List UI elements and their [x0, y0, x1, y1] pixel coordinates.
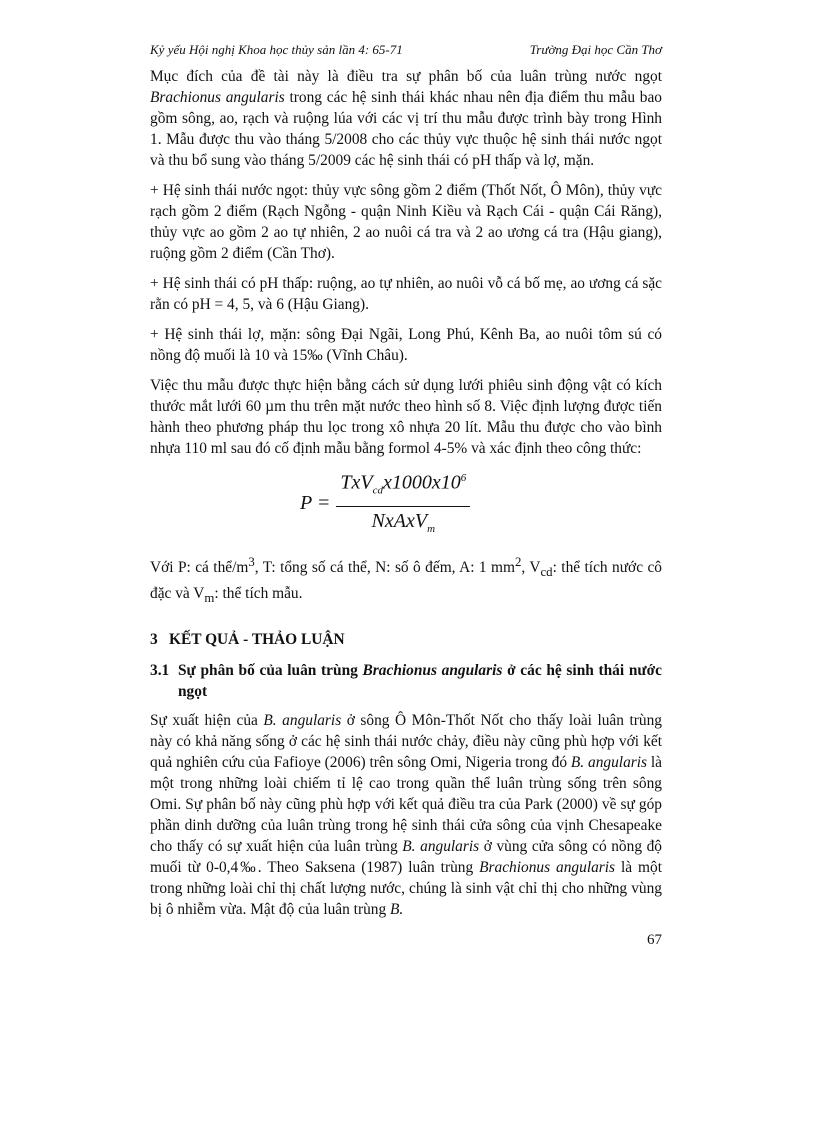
running-header	[150, 42, 662, 58]
paragraph-objective	[150, 66, 662, 171]
formula-lhs: P =	[300, 492, 331, 515]
subscript: cd	[540, 564, 553, 579]
formula-text: TxV	[340, 471, 373, 494]
species-name: B. angularis	[263, 711, 342, 729]
species-name: Brachionus angularis	[362, 661, 503, 679]
text-run: là một trong những loài chỉ thị chất lượng nước, chúng là sinh vật chỉ thị cho những vùng bị ô nhiễm vừa. Mật độ của luân trùng	[150, 858, 662, 918]
formula-text: NxAxV	[371, 509, 428, 532]
text-run: là một trong những loài chiếm tỉ lệ cao trong quần thể luân trùng sống trên sông Omi. Sự phân bố này cũng phù hợp với kết quả điều tra của Park (2000) về sự góp phần dinh dưỡng của luân trùng trong hệ sinh thái cửa sông của vịnh Chesapeake cho thấy có sự xuất hiện của luân trùng	[150, 753, 662, 855]
formula-fraction	[336, 468, 470, 540]
species-name: B. angularis	[402, 837, 480, 855]
formula-numerator	[336, 468, 470, 507]
section-heading	[150, 629, 662, 650]
formula-denominator	[368, 507, 439, 540]
superscript: 2	[514, 554, 522, 569]
text-run: ở sông Ô Môn-Thốt Nốt cho thấy loài luân trùng này có khả năng sống ở các hệ sinh thái nước chảy, điều này cũng phù hợp với kết quả nghiên cứu của Fafioye (2006) trên sông Omi, Nigeria trong đó	[150, 711, 662, 771]
species-name: B. angularis	[570, 753, 648, 771]
formula-text: x1000x10	[382, 471, 461, 494]
text-run: Với P: cá thể/m	[150, 558, 249, 576]
species-name: Brachionus angularis	[150, 89, 285, 106]
text-run: : thể tích mẫu.	[214, 584, 303, 602]
page-body	[150, 66, 662, 929]
text-run: , T: tổng số cá thể, N: số ô đếm, A: 1 mm	[254, 558, 515, 576]
page-number: 67	[647, 932, 662, 948]
species-name: Brachionus angularis	[479, 858, 616, 876]
paragraph-brackish: + Hệ sinh thái lợ, mặn: sông Đại Ngãi, Long Phú, Kênh Ba, ao nuôi tôm sú có nồng độ muối là 10 và 15‰ (Vĩnh Châu).	[150, 326, 662, 364]
text-run: ở vùng cửa sông có nồng độ muối từ 0-0,4‰. Theo Saksena (1987) luân trùng	[150, 837, 663, 876]
header-institution: Trường Đại học Cần Thơ	[529, 42, 662, 57]
paragraph-variables	[150, 552, 662, 609]
text-run: Mục đích của đề tài này là điều tra sự phân bố của luân trùng nước ngọt	[150, 68, 662, 85]
superscript: 3	[248, 554, 255, 569]
subscript: m	[204, 590, 215, 605]
text-run: ở các hệ sinh thái nước ngọt	[178, 661, 662, 700]
paragraph-discussion	[150, 710, 662, 920]
density-formula	[150, 468, 662, 540]
formula-subscript: cd	[372, 484, 383, 497]
header-journal: Kỷ yếu Hội nghị Khoa học thủy sản lần 4: 65-71	[150, 42, 403, 57]
text-run: : thể tích nước cô đặc và V	[150, 558, 662, 602]
subsection-heading	[150, 660, 662, 702]
subsection-number: 3.1	[150, 661, 170, 679]
formula-superscript: 6	[460, 472, 467, 484]
text-run: Sự phân bố của luân trùng	[178, 661, 363, 679]
species-name: B.	[390, 900, 404, 918]
subsection-title	[178, 660, 662, 702]
text-run: Sự xuất hiện của	[150, 711, 264, 729]
paragraph-freshwater: + Hệ sinh thái nước ngọt: thủy vực sông gồm 2 điểm (Thốt Nốt, Ô Môn), thủy vực rạch gồm 2 điểm (Rạch Ngỗng - quận Ninh Kiều và Rạch Cái - quận Cái Răng), thủy vực ao gồm 2 ao tự nhiên, 2 ao nuôi cá tra và 2 ao ương cá tra (Hậu giang), ruộng gồm 2 điểm (Cần Thơ).	[150, 182, 662, 262]
text-run: , V	[521, 558, 541, 576]
paragraph-sampling: Việc thu mẫu được thực hiện bằng cách sử dụng lưới phiêu sinh động vật có kích thước mắt lưới 60 µm thu trên mặt nước theo hình số 8. Việc định lượng được tiến hành theo phương pháp thu lọc trong xô nhựa 20 lít. Mẫu thu được cho vào bình nhựa 110 ml sau đó cố định mẫu bằng formol 4-5% và xác định theo công thức:	[150, 377, 662, 457]
paragraph-low-ph: + Hệ sinh thái có pH thấp: ruộng, ao tự nhiên, ao nuôi vỗ cá bố mẹ, ao ương cá sặc rằn có pH = 4, 5, và 6 (Hậu Giang).	[150, 275, 662, 313]
section-title: KẾT QUẢ - THẢO LUẬN	[169, 630, 345, 648]
formula-subscript: m	[427, 522, 436, 535]
section-number: 3	[150, 630, 158, 648]
text-run: trong các hệ sinh thái khác nhau nên địa điểm thu mẫu bao gồm sông, ao, rạch và ruộng lúa với các vị trí thu mẫu được trình bày trong Hình 1. Mẫu được thu vào tháng 5/2008 cho các thủy vực thuộc hệ sinh thái nước ngọt và thu bổ sung vào tháng 5/2009 các hệ sinh thái có pH thấp và lợ, mặn.	[150, 89, 662, 169]
